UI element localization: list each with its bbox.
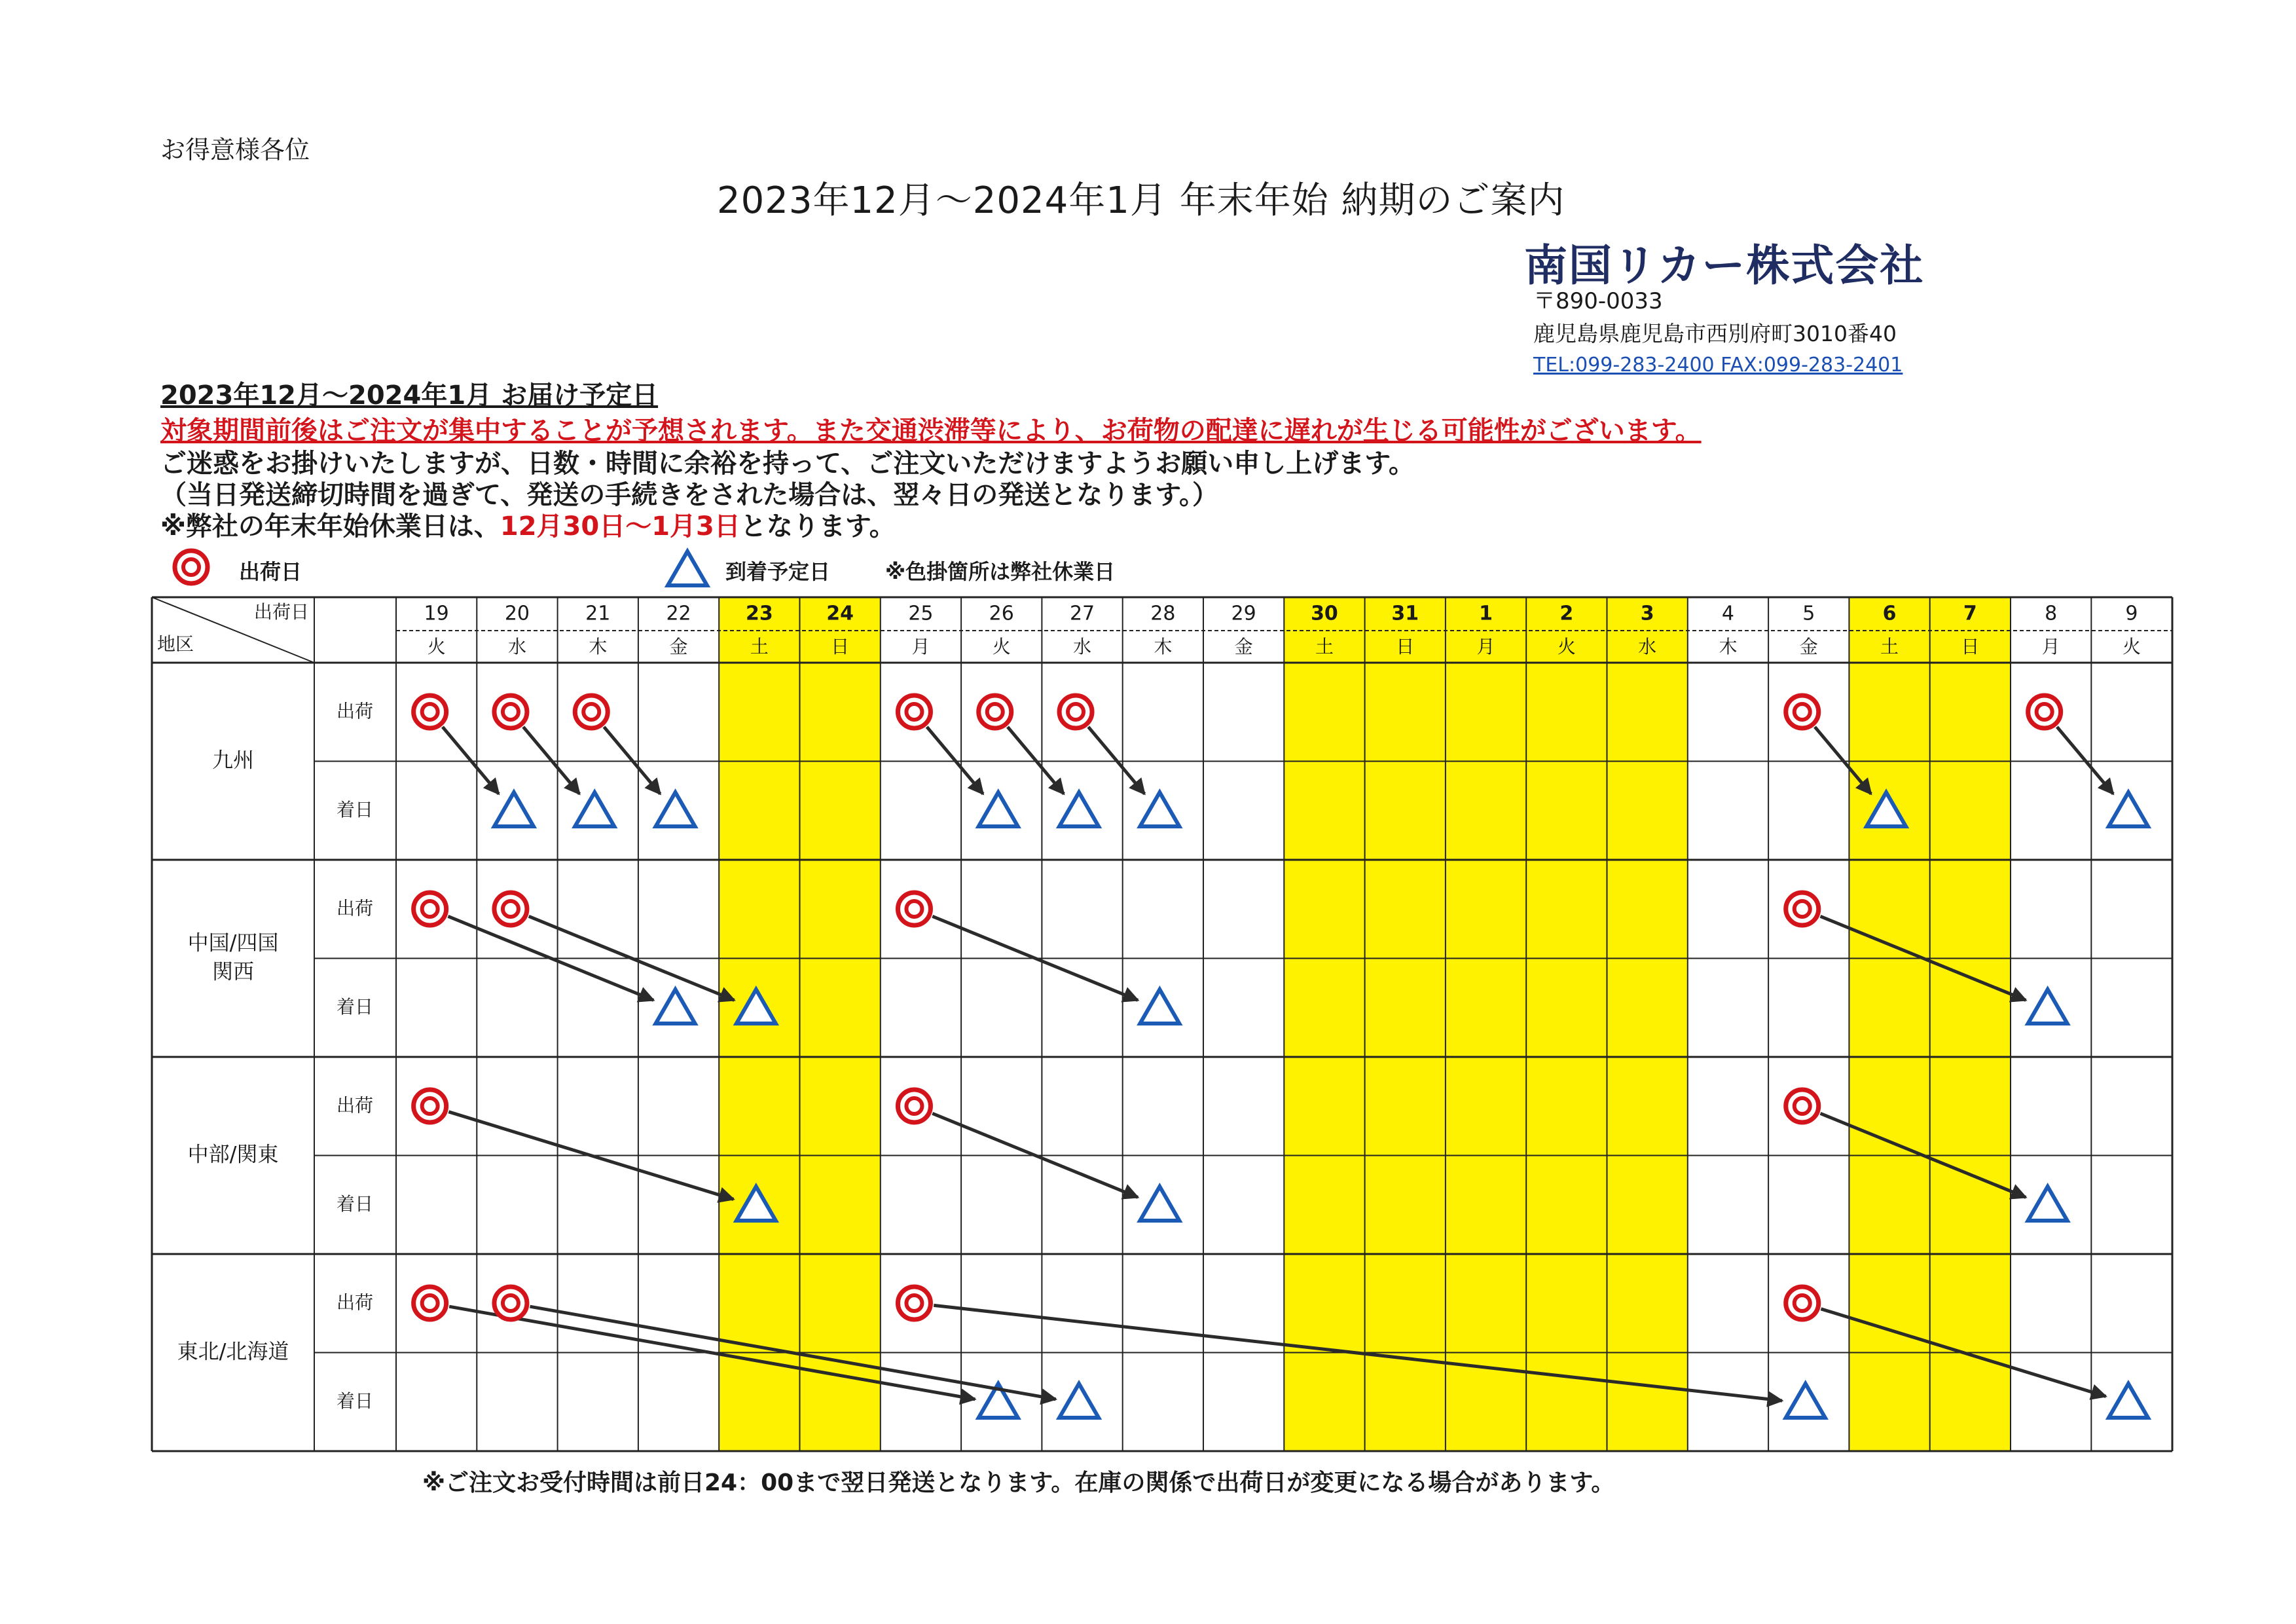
header-date-6: 6: [1882, 602, 1897, 625]
ship-mark-icon: [414, 1287, 446, 1320]
arrive-mark-icon: [575, 792, 614, 826]
header-date-2: 2: [1559, 602, 1574, 625]
header-weekday-4: 木: [1719, 636, 1738, 657]
section-title: 2023年12月～2024年1月 お届け予定日: [160, 380, 659, 411]
header-date-21: 21: [585, 602, 611, 625]
header-weekday-23: 土: [750, 636, 769, 657]
legend-ship-icon: [175, 551, 208, 583]
header-date-27: 27: [1069, 602, 1095, 625]
route-arrow: [523, 727, 579, 794]
region-name: 中部/関東: [187, 1141, 279, 1167]
header-weekday-3: 水: [1638, 636, 1657, 657]
header-weekday-2: 火: [1557, 636, 1576, 657]
header-date-24: 24: [826, 602, 854, 625]
header-date-8: 8: [2045, 602, 2058, 625]
arrive-mark-icon: [979, 792, 1018, 826]
header-weekday-25: 月: [911, 636, 930, 657]
arrive-mark-icon: [1140, 792, 1179, 826]
company-postal-code: 〒890-0033: [1533, 288, 1663, 314]
ship-row-label: 出荷: [336, 897, 374, 919]
header-date-1: 1: [1479, 602, 1493, 625]
arrive-mark-icon: [2028, 989, 2068, 1024]
ship-row-label: 出荷: [336, 700, 374, 722]
header-date-31: 31: [1391, 602, 1419, 625]
route-arrow: [2057, 727, 2113, 794]
header-weekday-8: 月: [2041, 636, 2060, 657]
ship-mark-icon: [494, 893, 527, 925]
ship-mark-icon: [1786, 695, 1819, 728]
notice-line-3-prefix: ※弊社の年末年始休業日は、: [160, 511, 500, 542]
route-arrow: [1088, 727, 1144, 794]
notice-line-2: （当日発送締切時間を過ぎて、発送の手続きをされた場合は、翌々日の発送となります。）: [160, 480, 1218, 510]
ship-mark-icon: [898, 1287, 930, 1320]
arrive-mark-icon: [2028, 1187, 2068, 1221]
header-date-26: 26: [989, 602, 1014, 625]
header-weekday-5: 金: [1799, 636, 1818, 657]
holiday-column-6: [1849, 597, 1929, 1451]
ship-mark-icon: [414, 1090, 446, 1122]
region-name: 九州: [211, 747, 255, 773]
ship-mark-icon: [494, 1287, 527, 1320]
header-weekday-27: 水: [1073, 636, 1092, 657]
header-date-4: 4: [1721, 602, 1734, 625]
ship-row-label: 出荷: [336, 1291, 374, 1314]
header-date-25: 25: [908, 602, 934, 625]
arrive-mark-icon: [1059, 1384, 1099, 1418]
congestion-warning: 対象期間前後はご注文が集中することが予想されます。また交通渋滞等により、お荷物の配達に遅れが生じる可能性がございます。: [160, 416, 1702, 446]
company-contact: TEL:099-283-2400 FAX:099-283-2401: [1533, 354, 1903, 377]
arrive-mark-icon: [2109, 1384, 2148, 1418]
holiday-column-24: [800, 597, 881, 1451]
header-weekday-20: 水: [507, 636, 526, 657]
arrive-mark-icon: [494, 792, 534, 826]
header-date-23: 23: [745, 602, 773, 625]
ship-mark-icon: [1786, 893, 1819, 925]
arrive-row-label: 着日: [336, 995, 374, 1018]
header-weekday-1: 月: [1476, 636, 1495, 657]
holiday-column-2: [1526, 597, 1607, 1451]
ship-row-label: 出荷: [336, 1094, 374, 1116]
header-date-20: 20: [504, 602, 530, 625]
legend-arrive-label: 到着予定日: [725, 559, 831, 584]
region-name: 東北/北海道: [177, 1338, 289, 1364]
holiday-column-7: [1930, 597, 2011, 1451]
greeting: お得意様各位: [160, 136, 310, 164]
ship-mark-icon: [898, 1090, 930, 1122]
header-weekday-19: 火: [427, 636, 446, 657]
notice-line-1: ご迷惑をお掛けいたしますが、日数・時間に余裕を持って、ご注文いただけますようお願い申し上げます。: [160, 449, 1415, 479]
header-weekday-26: 火: [992, 636, 1011, 657]
ship-mark-icon: [2028, 695, 2061, 728]
route-arrow: [443, 727, 499, 794]
holiday-period: 12月30日～1月3日: [500, 511, 740, 542]
header-date-19: 19: [424, 602, 449, 625]
header-weekday-30: 土: [1315, 636, 1334, 657]
holiday-column-3: [1607, 597, 1688, 1451]
ship-mark-icon: [414, 893, 446, 925]
corner-region-label: 地区: [156, 633, 194, 655]
header-date-3: 3: [1640, 602, 1654, 625]
arrive-row-label: 着日: [336, 1192, 374, 1215]
header-weekday-29: 金: [1234, 636, 1253, 657]
header-weekday-24: 日: [831, 636, 850, 657]
header-date-7: 7: [1963, 602, 1977, 625]
header-weekday-9: 火: [2122, 636, 2141, 657]
ship-mark-icon: [898, 893, 930, 925]
holiday-column-30: [1284, 597, 1364, 1451]
arrive-row-label: 着日: [336, 798, 374, 821]
header-weekday-31: 日: [1396, 636, 1415, 657]
header-date-9: 9: [2125, 602, 2138, 625]
header-date-28: 28: [1150, 602, 1176, 625]
arrive-mark-icon: [656, 792, 695, 826]
arrive-row-label: 着日: [336, 1390, 374, 1412]
ship-mark-icon: [494, 695, 527, 728]
company-address: 鹿児島県鹿児島市西別府町3010番40: [1533, 321, 1897, 346]
legend-holiday-note: ※色掛箇所は弊社休業日: [885, 559, 1116, 584]
corner-ship-date-label: 出荷日: [253, 601, 310, 623]
region-name: 関西: [211, 959, 255, 984]
legend-arrive-icon: [668, 551, 707, 585]
header-date-5: 5: [1802, 602, 1815, 625]
header-weekday-22: 金: [669, 636, 688, 657]
arrive-mark-icon: [1059, 792, 1099, 826]
footer-note: ※ご注文お受付時間は前日24：00まで翌日発送となります。在庫の関係で出荷日が変更になる場合があります。: [422, 1469, 1615, 1496]
route-arrow: [604, 727, 661, 794]
holiday-column-1: [1446, 597, 1526, 1451]
route-arrow: [1008, 727, 1064, 794]
arrive-mark-icon: [1140, 989, 1179, 1024]
legend-ship-label: 出荷日: [239, 559, 302, 584]
header-weekday-28: 木: [1154, 636, 1173, 657]
region-name: 中国/四国: [187, 930, 279, 955]
header-date-22: 22: [666, 602, 691, 625]
ship-mark-icon: [898, 695, 930, 728]
document-title: 2023年12月～2024年1月 年末年始 納期のご案内: [717, 179, 1565, 222]
header-weekday-7: 日: [1961, 636, 1980, 657]
route-arrow: [927, 727, 983, 794]
header-weekday-21: 木: [589, 636, 608, 657]
holiday-column-31: [1365, 597, 1446, 1451]
arrive-mark-icon: [656, 989, 695, 1024]
notice-line-3-suffix: となります。: [740, 511, 896, 542]
arrive-mark-icon: [1786, 1384, 1825, 1418]
company-logo: 南国リカー株式会社: [1524, 240, 1925, 291]
arrive-mark-icon: [2109, 792, 2148, 826]
header-weekday-6: 土: [1880, 636, 1899, 657]
ship-mark-icon: [414, 695, 446, 728]
ship-mark-icon: [575, 695, 608, 728]
header-date-29: 29: [1231, 602, 1256, 625]
ship-mark-icon: [1786, 1090, 1819, 1122]
header-date-30: 30: [1311, 602, 1338, 625]
arrive-mark-icon: [1140, 1187, 1179, 1221]
ship-mark-icon: [979, 695, 1011, 728]
ship-mark-icon: [1786, 1287, 1819, 1320]
ship-mark-icon: [1059, 695, 1092, 728]
